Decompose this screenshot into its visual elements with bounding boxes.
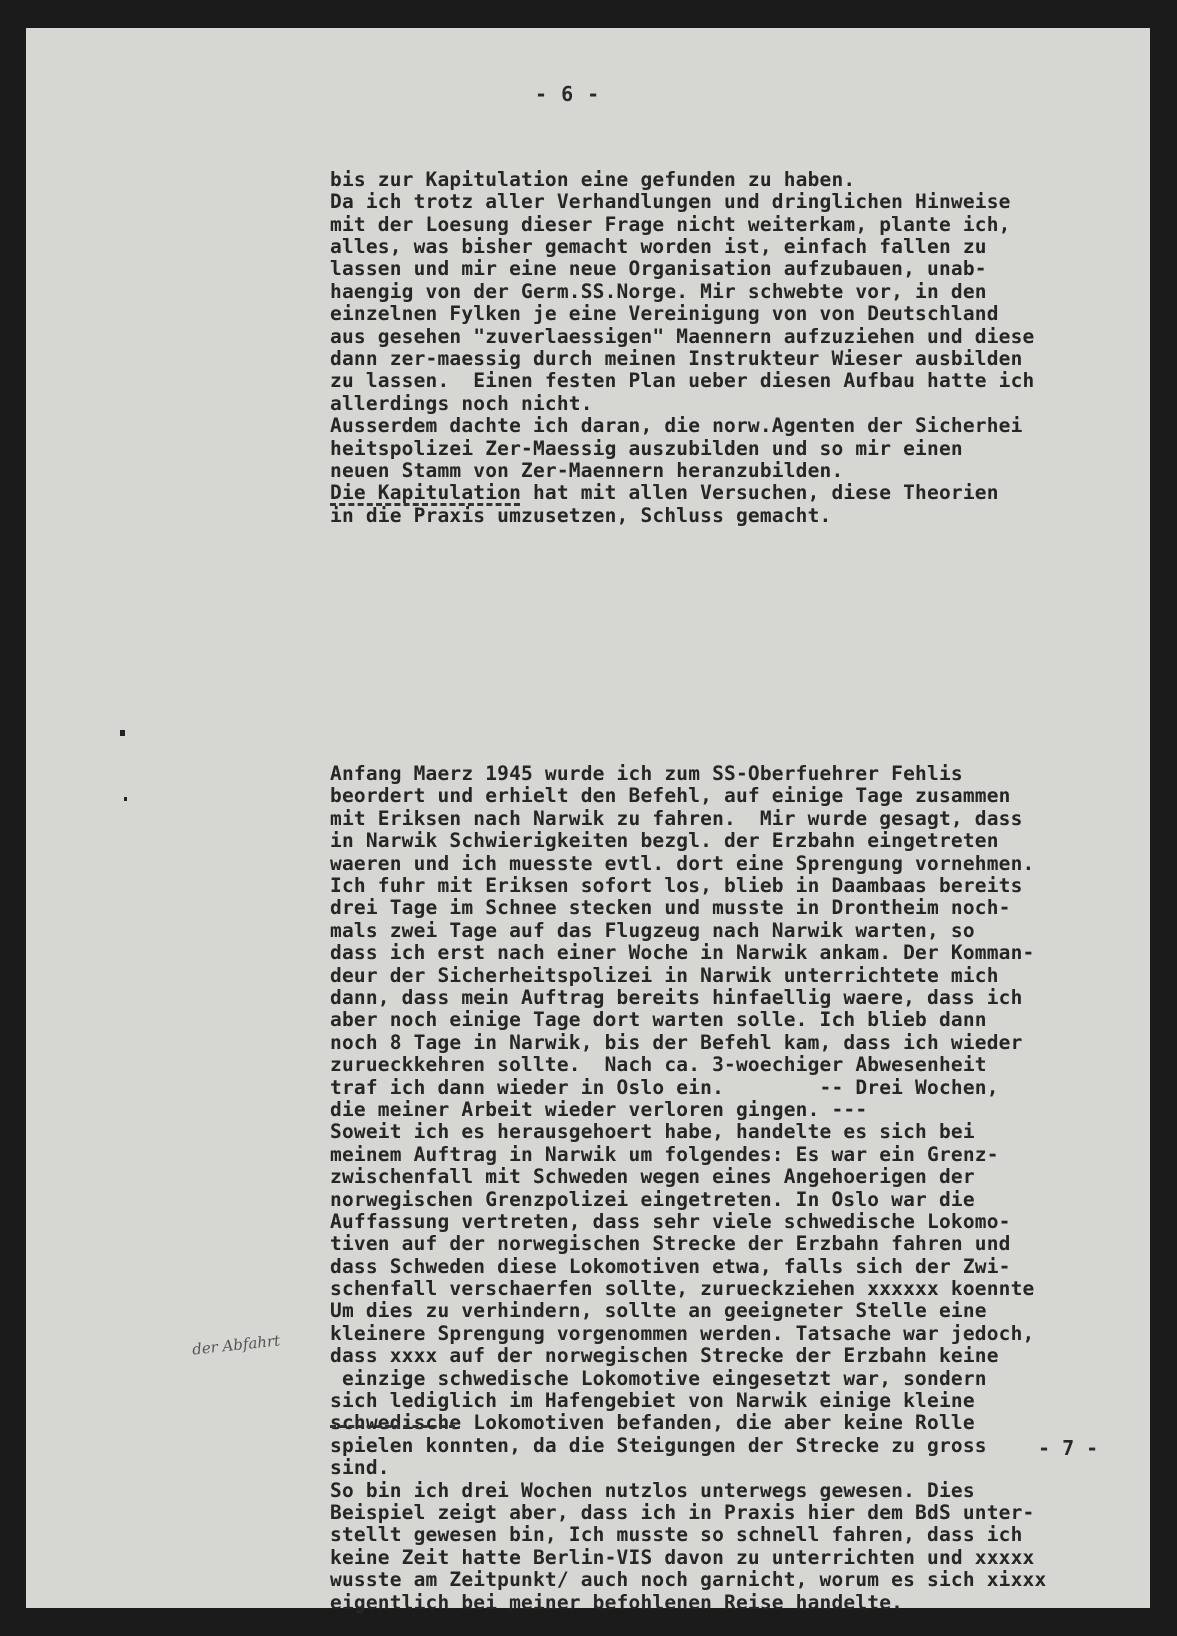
text-line: Da ich trotz aller Verhandlungen und dringlichen Hinweise: [330, 190, 1011, 214]
text-line: noch 8 Tage in Narwik, bis der Befehl kam, dass ich wieder: [330, 1030, 1023, 1054]
text-line: dass ich erst nach einer Woche in Narwik ankam. Der Komman-: [330, 941, 1035, 965]
text-line: eigentlich bei meiner befohlenen Reise handelte.: [330, 1590, 904, 1614]
text-line: mit Eriksen nach Narwik zu fahren. Mir wurde gesagt, dass: [330, 806, 1023, 830]
paragraph-2: [330, 763, 1150, 1614]
text-line: norwegischen Grenzpolizei eingetreten. In Oslo war die: [330, 1187, 975, 1211]
paragraph-1: [330, 169, 1150, 527]
text-line: in Narwik Schwierigkeiten bezgl. der Erzbahn eingetreten: [330, 829, 999, 853]
text-line: zwischenfall mit Schweden wegen eines Angehoerigen der: [330, 1165, 975, 1189]
text-line: aus gesehen "zuverlaessigen" Maennern aufzuziehen und diese: [330, 324, 1035, 348]
text-line: lassen und mir eine neue Organisation aufzubauen, unab-: [330, 257, 987, 281]
text-line: sich lediglich im Hafengebiet von Narwik einige kleine: [330, 1389, 975, 1413]
separator-line: [330, 1425, 455, 1428]
text-line: einzelnen Fylken je eine Vereinigung von von Deutschland: [330, 302, 999, 326]
margin-mark: [120, 730, 125, 736]
text-line: aber noch einige Tage dort warten solle. Ich blieb dann: [330, 1008, 987, 1032]
text-line: tiven auf der norwegischen Strecke der Erzbahn fahren und: [330, 1232, 1011, 1256]
text-line: einzige schwedische Lokomotive eingesetzt war, sondern: [330, 1366, 987, 1390]
text-line: Auffassung vertreten, dass sehr viele schwedische Lokomo-: [330, 1209, 1011, 1233]
text-line: heitspolizei Zer-Maessig auszubilden und so mir einen: [330, 436, 963, 460]
text-line: keine Zeit hatte Berlin-VIS davon zu unterrichten und xxxxx: [330, 1545, 1035, 1569]
text-line: schenfall verschaerfen sollte, zurueckziehen xxxxxx koennte: [330, 1277, 1035, 1301]
next-page-number: - 7 -: [1038, 1436, 1099, 1460]
text-line: zu lassen. Einen festen Plan ueber diesen Aufbau hatte ich: [330, 369, 1035, 393]
text-line: die meiner Arbeit wieder verloren gingen. ---: [330, 1097, 868, 1121]
text-line: waeren und ich muesste evtl. dort eine Sprengung vornehmen.: [330, 851, 1035, 875]
text-line: traf ich dann wieder in Oslo ein. -- Drei Wochen,: [330, 1075, 999, 1099]
text-line: zurueckkehren sollte. Nach ca. 3-woechiger Abwesenheit: [330, 1053, 987, 1077]
text-line: beordert und erhielt den Befehl, auf einige Tage zusammen: [330, 784, 1011, 808]
text-line: meinem Auftrag in Narwik um folgendes: Es war ein Grenz-: [330, 1142, 999, 1166]
text-line: neuen Stamm von Zer-Maennern heranzubilden.: [330, 458, 844, 482]
text-line: spielen konnten, da die Steigungen der Strecke zu gross: [330, 1433, 987, 1457]
text-line: schwedische Lokomotiven befanden, die aber keine Rolle: [330, 1411, 975, 1435]
text-line: Beispiel zeigt aber, dass ich in Praxis hier dem BdS unter-: [330, 1500, 1035, 1524]
text-line: mit der Loesung dieser Frage nicht weiterkam, plante ich,: [330, 212, 1011, 236]
text-line: mals zwei Tage auf das Flugzeug nach Narwik warten, so: [330, 918, 975, 942]
margin-mark: [124, 797, 127, 801]
text-line: dann zer-maessig durch meinen Instrukteur Wieser ausbilden: [330, 346, 1023, 370]
text-line: Anfang Maerz 1945 wurde ich zum SS-Oberfuehrer Fehlis: [330, 762, 963, 786]
text-line: Die Kapitulation hat mit allen Versuchen, diese Theorien: [330, 481, 999, 505]
separator-line: [330, 503, 520, 506]
text-line: Ausserdem dachte ich daran, die norw.Agenten der Sicherhei: [330, 414, 1023, 438]
separator-spacer: [330, 639, 1150, 661]
text-line: So bin ich drei Wochen nutzlos unterwegs gewesen. Dies: [330, 1478, 975, 1502]
text-line: wusste am Zeitpunkt/ auch noch garnicht, worum es sich xixxx: [330, 1568, 1047, 1592]
text-line: haengig von der Germ.SS.Norge. Mir schwebte vor, in den: [330, 279, 987, 303]
text-line: alles, was bisher gemacht worden ist, einfach fallen zu: [330, 234, 987, 258]
text-line: bis zur Kapitulation eine gefunden zu haben.: [330, 167, 856, 191]
text-line: sind.: [330, 1456, 390, 1480]
separator-spacer: [330, 572, 1150, 594]
margin-note: der Abfahrt: [191, 1331, 281, 1359]
text-line: in die Praxis umzusetzen, Schluss gemacht.: [330, 503, 832, 527]
text-line: Um dies zu verhindern, sollte an geeigneter Stelle eine: [330, 1299, 987, 1323]
text-line: Soweit ich es herausgehoert habe, handelte es sich bei: [330, 1120, 975, 1144]
body-text: [330, 124, 1150, 1636]
text-line: drei Tage im Schnee stecken und musste in Drontheim noch-: [330, 896, 1011, 920]
text-line: dass xxxx auf der norwegischen Strecke der Erzbahn keine: [330, 1344, 999, 1368]
page-number: - 6 -: [535, 82, 601, 106]
text-line: dann, dass mein Auftrag bereits hinfaellig waere, dass ich: [330, 986, 1023, 1009]
text-line: Ich fuhr mit Eriksen sofort los, blieb in Daambaas bereits: [330, 874, 1023, 898]
text-line: kleinere Sprengung vorgenommen werden. Tatsache war jedoch,: [330, 1321, 1035, 1345]
text-line: stellt gewesen bin, Ich musste so schnell fahren, dass ich: [330, 1523, 1023, 1547]
text-line: dass Schweden diese Lokomotiven etwa, falls sich der Zwi-: [330, 1254, 1011, 1278]
separator-spacer: [330, 706, 1150, 718]
text-line: deur der Sicherheitspolizei in Narwik unterrichtete mich: [330, 963, 999, 987]
text-line: allerdings noch nicht.: [330, 391, 593, 415]
